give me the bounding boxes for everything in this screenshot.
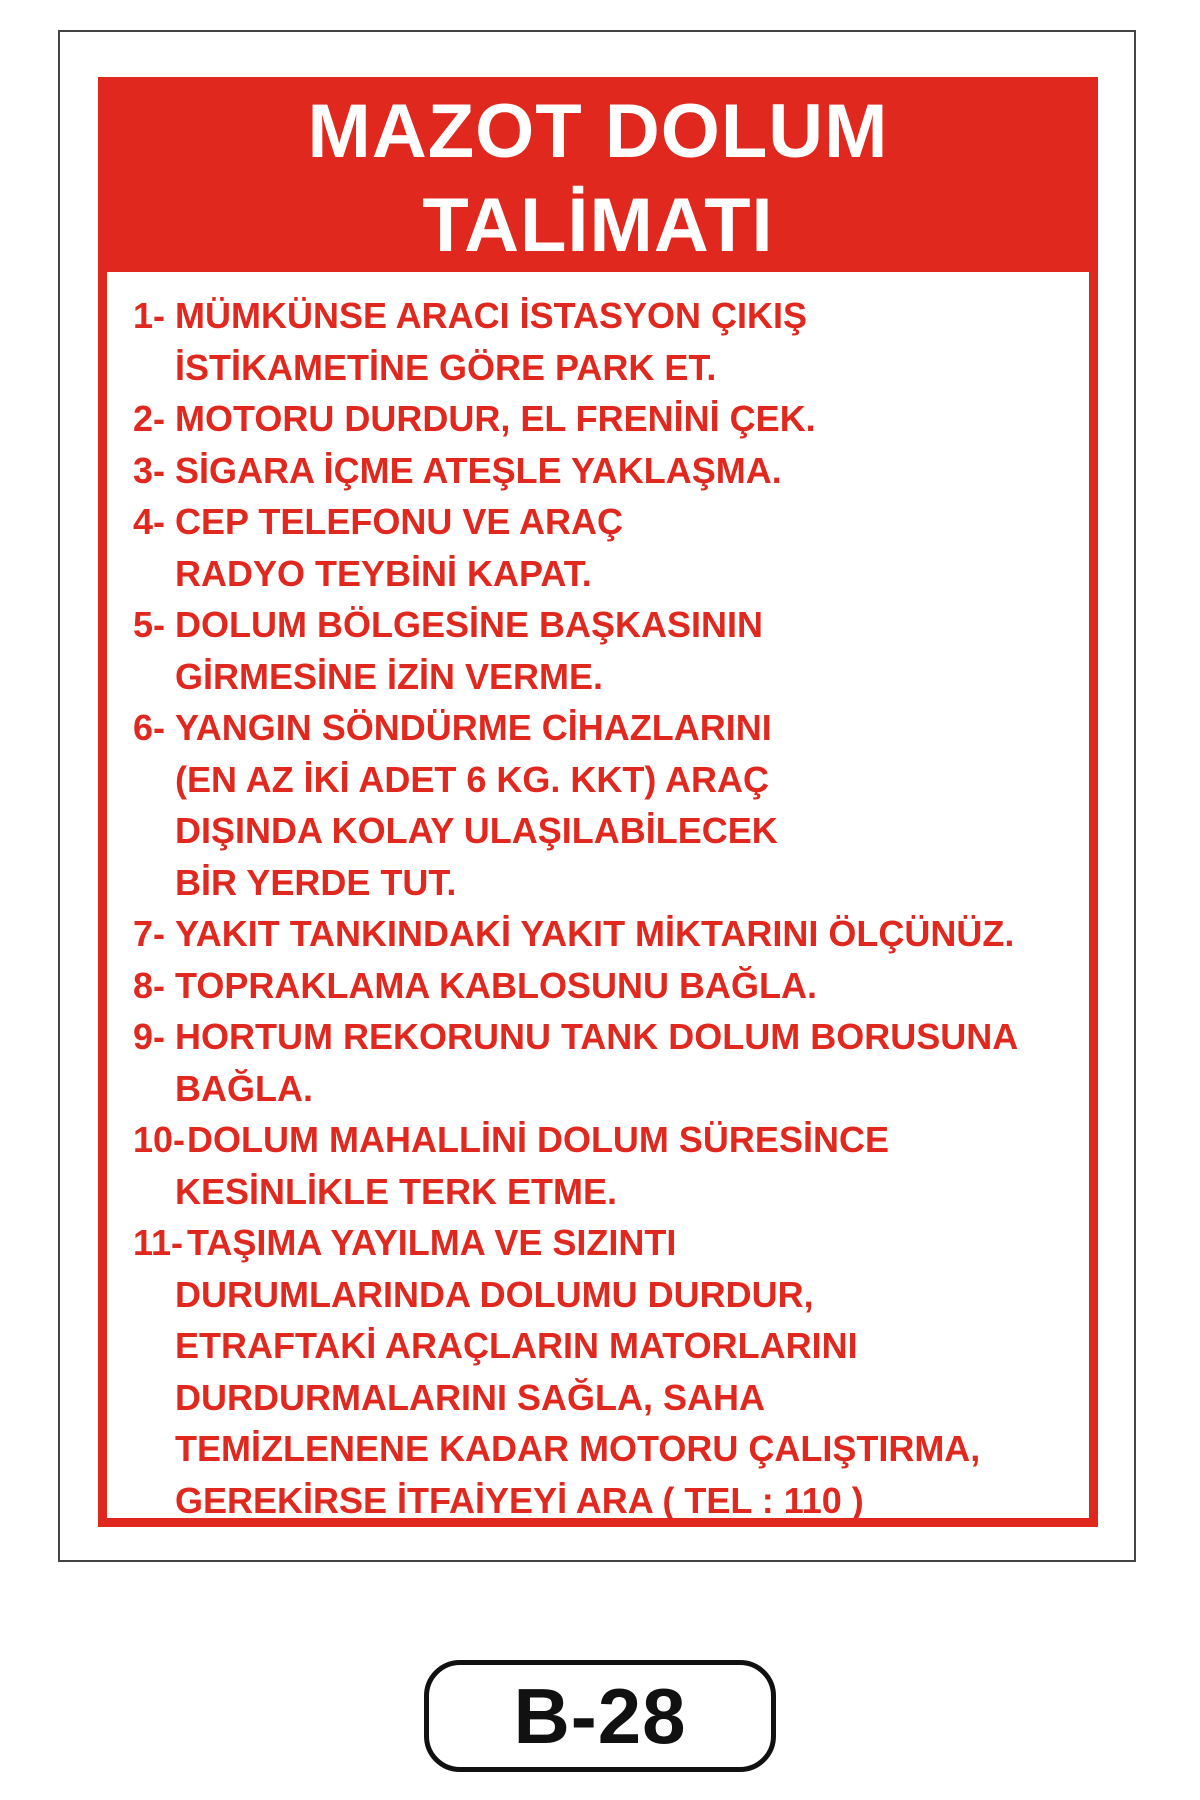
instruction-item	[133, 290, 1083, 393]
sign-title-line-1: MAZOT DOLUM	[307, 89, 889, 174]
instruction-line: (EN AZ İKİ ADET 6 KG. KKT) ARAÇ	[175, 758, 769, 800]
instruction-number: 5-	[133, 604, 166, 645]
sign-red-frame	[98, 77, 1098, 1527]
instruction-item	[133, 702, 1083, 908]
instruction-text	[175, 960, 1083, 1012]
instruction-item	[133, 599, 1083, 702]
instruction-line: MÜMKÜNSE ARACI İSTASYON ÇIKIŞ	[175, 295, 808, 336]
instruction-text	[175, 1217, 1083, 1526]
instruction-item	[133, 908, 1083, 960]
instruction-line: SİGARA İÇME ATEŞLE YAKLAŞMA.	[175, 449, 782, 491]
instruction-number: 6-	[133, 707, 166, 748]
product-code: B-28	[513, 1672, 687, 1760]
instruction-line: İSTİKAMETİNE GÖRE PARK ET.	[175, 346, 717, 388]
instruction-item	[133, 445, 1083, 497]
instruction-text	[175, 908, 1083, 960]
instruction-line: YAKIT TANKINDAKİ YAKIT MİKTARINI ÖLÇÜNÜZ.	[175, 913, 1015, 954]
instruction-line: RADYO TEYBİNİ KAPAT.	[175, 552, 592, 594]
instruction-number: 11-	[133, 1222, 184, 1263]
instruction-line: GİRMESİNE İZİN VERME.	[175, 655, 604, 697]
instruction-number: 3-	[133, 449, 166, 491]
instruction-line: TAŞIMA YAYILMA VE SIZINTI	[187, 1222, 677, 1263]
instruction-number: 10-	[133, 1119, 186, 1160]
instruction-line: HORTUM REKORUNU TANK DOLUM BORUSUNA	[175, 1016, 1019, 1057]
instruction-line: CEP TELEFONU VE ARAÇ	[175, 501, 624, 542]
instruction-text	[175, 1011, 1083, 1114]
instruction-text	[175, 496, 1083, 599]
instruction-line: BAĞLA.	[175, 1067, 313, 1109]
instruction-text	[175, 290, 1083, 393]
instruction-text	[175, 1114, 1083, 1217]
instruction-number: 1-	[133, 295, 166, 336]
instruction-line: MOTORU DURDUR, EL FRENİNİ ÇEK.	[175, 398, 816, 439]
instruction-line: TEMİZLENENE KADAR MOTORU ÇALIŞTIRMA,	[175, 1428, 981, 1469]
instruction-number: 9-	[133, 1016, 166, 1057]
instruction-number: 2-	[133, 398, 166, 439]
sign-header	[107, 86, 1089, 272]
product-code-badge	[424, 1660, 776, 1772]
sign-title-line-2: TALİMATI	[422, 183, 774, 268]
instruction-list	[133, 290, 1083, 1526]
instruction-line: DOLUM MAHALLİNİ DOLUM SÜRESİNCE	[187, 1119, 889, 1160]
instruction-line: TOPRAKLAMA KABLOSUNU BAĞLA.	[175, 964, 817, 1006]
instruction-line: BİR YERDE TUT.	[175, 861, 457, 903]
instruction-line: DIŞINDA KOLAY ULAŞILABİLECEK	[175, 810, 778, 851]
instruction-text	[175, 445, 1083, 497]
instruction-number: 4-	[133, 501, 166, 542]
instruction-number: 8-	[133, 964, 166, 1006]
instruction-line: YANGIN SÖNDÜRME CİHAZLARINI	[175, 707, 772, 748]
instruction-item	[133, 496, 1083, 599]
instruction-item	[133, 393, 1083, 445]
instruction-line: ETRAFTAKİ ARAÇLARIN MATORLARINI	[175, 1325, 858, 1366]
instruction-line: KESİNLİKLE TERK ETME.	[175, 1170, 618, 1212]
instruction-item	[133, 1114, 1083, 1217]
instruction-sign	[58, 30, 1136, 1562]
instruction-text	[175, 702, 1083, 908]
instruction-item	[133, 1011, 1083, 1114]
instruction-item	[133, 1217, 1083, 1526]
instruction-line: DURDURMALARINI SAĞLA, SAHA	[175, 1376, 765, 1418]
instruction-text	[175, 393, 1083, 445]
instruction-line: GEREKİRSE İTFAİYEYİ ARA ( TEL : 110 )	[175, 1479, 864, 1521]
instruction-number: 7-	[133, 913, 166, 954]
instruction-text	[175, 599, 1083, 702]
instruction-item	[133, 960, 1083, 1012]
instruction-line: DURUMLARINDA DOLUMU DURDUR,	[175, 1273, 814, 1315]
instruction-line: DOLUM BÖLGESİNE BAŞKASININ	[175, 604, 764, 645]
